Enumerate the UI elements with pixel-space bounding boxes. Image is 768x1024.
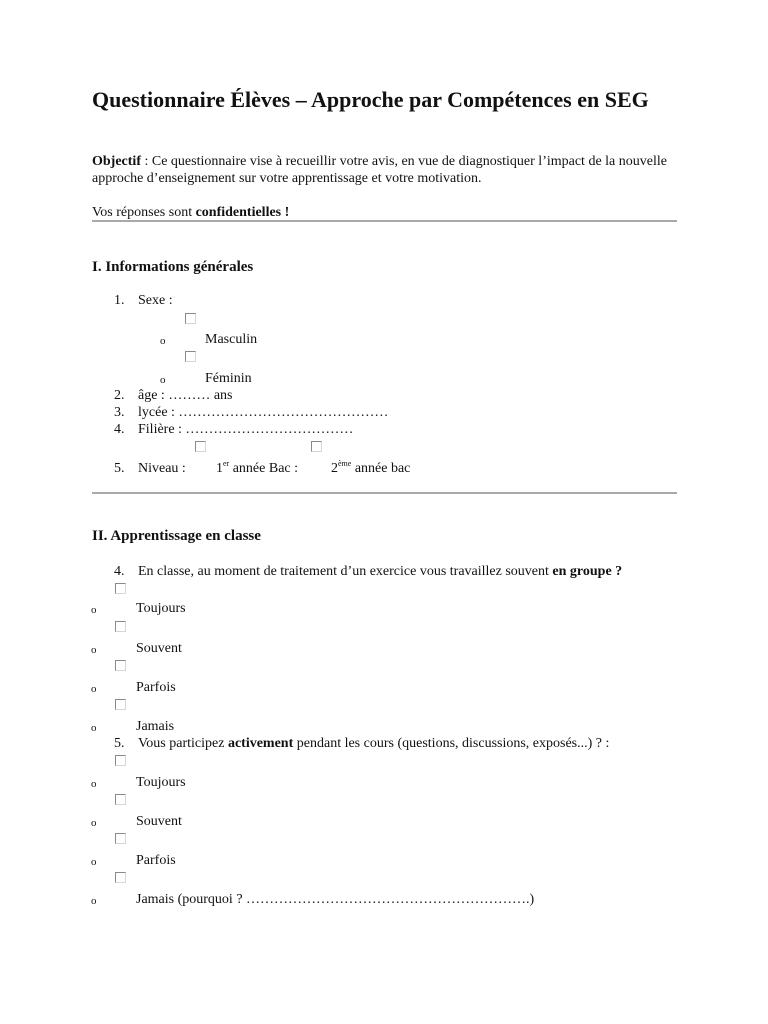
option-2eme-annee: 2ème année bac — [331, 459, 411, 476]
objective-text: : Ce questionnaire vise à recueillir votre avis, en vue de diagnostiquer l’impact de la nouvelle approche d’enseignement sur votre apprentissage et votre motivation. — [92, 154, 667, 186]
checkbox-feminin[interactable] — [185, 351, 196, 362]
divider-2 — [92, 492, 677, 494]
bullet-icon: o — [91, 683, 97, 695]
s2-q5-question: Vous participez activement pendant les cours (questions, discussions, exposés...) ? : — [138, 736, 610, 751]
section-1-heading: I. Informations générales — [92, 259, 254, 275]
age-field: âge : ……… ans — [138, 388, 233, 403]
checkbox-groupe-parfois[interactable] — [115, 660, 126, 671]
option-actif-toujours: Toujours — [136, 775, 186, 790]
bullet-icon: o — [91, 644, 97, 656]
option-groupe-parfois: Parfois — [136, 680, 176, 695]
checkbox-groupe-toujours[interactable] — [115, 583, 126, 594]
checkbox-actif-jamais[interactable] — [115, 872, 126, 883]
objective-label: Objectif — [92, 154, 141, 169]
checkbox-masculin[interactable] — [185, 313, 196, 324]
bullet-icon: o — [160, 335, 166, 347]
s1-q1-label: Sexe : — [138, 293, 173, 308]
s2-q4-number: 4. — [114, 564, 125, 579]
bullet-icon: o — [91, 817, 97, 829]
checkbox-actif-parfois[interactable] — [115, 833, 126, 844]
s1-q3-number: 3. — [114, 405, 125, 420]
page-title: Questionnaire Élèves – Approche par Compétences en SEG — [92, 87, 649, 112]
bullet-icon: o — [91, 895, 97, 907]
option-actif-parfois: Parfois — [136, 853, 176, 868]
section-2-heading: II. Apprentissage en classe — [92, 528, 261, 544]
bullet-icon: o — [91, 722, 97, 734]
bullet-icon: o — [91, 856, 97, 868]
option-groupe-jamais: Jamais — [136, 719, 175, 734]
lycee-field: lycée : ……………………………………… — [138, 405, 389, 420]
s1-q2-number: 2. — [114, 388, 125, 403]
option-groupe-souvent: Souvent — [136, 641, 182, 656]
bullet-icon: o — [160, 374, 166, 386]
confidentiality-prefix: Vos réponses sont — [92, 205, 196, 220]
option-masculin: Masculin — [205, 332, 258, 347]
confidentiality-bold: confidentielles ! — [195, 205, 290, 220]
filiere-field: Filière : ……………………………… — [138, 422, 354, 437]
bullet-icon: o — [91, 778, 97, 790]
bullet-icon: o — [91, 604, 97, 616]
option-groupe-toujours: Toujours — [136, 601, 186, 616]
checkbox-actif-toujours[interactable] — [115, 755, 126, 766]
s1-q1-number: 1. — [114, 293, 125, 308]
option-actif-jamais: Jamais (pourquoi ? …………………………………………………….) — [136, 892, 535, 907]
checkbox-groupe-jamais[interactable] — [115, 699, 126, 710]
s1-q5-label: Niveau : — [138, 461, 186, 476]
s2-q4-question: En classe, au moment de traitement d’un exercice vous travaillez souvent en groupe ? — [138, 564, 623, 579]
option-feminin: Féminin — [205, 371, 252, 386]
option-1ere-annee: 1er année Bac : — [216, 459, 299, 476]
s1-q4-number: 4. — [114, 422, 125, 437]
s2-q5-number: 5. — [114, 736, 125, 751]
checkbox-2eme-annee[interactable] — [311, 441, 322, 452]
checkbox-actif-souvent[interactable] — [115, 794, 126, 805]
objective-paragraph — [92, 153, 677, 187]
divider-1 — [92, 220, 677, 222]
checkbox-groupe-souvent[interactable] — [115, 621, 126, 632]
checkbox-1ere-annee[interactable] — [195, 441, 206, 452]
s1-q5-number: 5. — [114, 461, 125, 476]
option-actif-souvent: Souvent — [136, 814, 182, 829]
confidentiality-note — [92, 204, 289, 221]
